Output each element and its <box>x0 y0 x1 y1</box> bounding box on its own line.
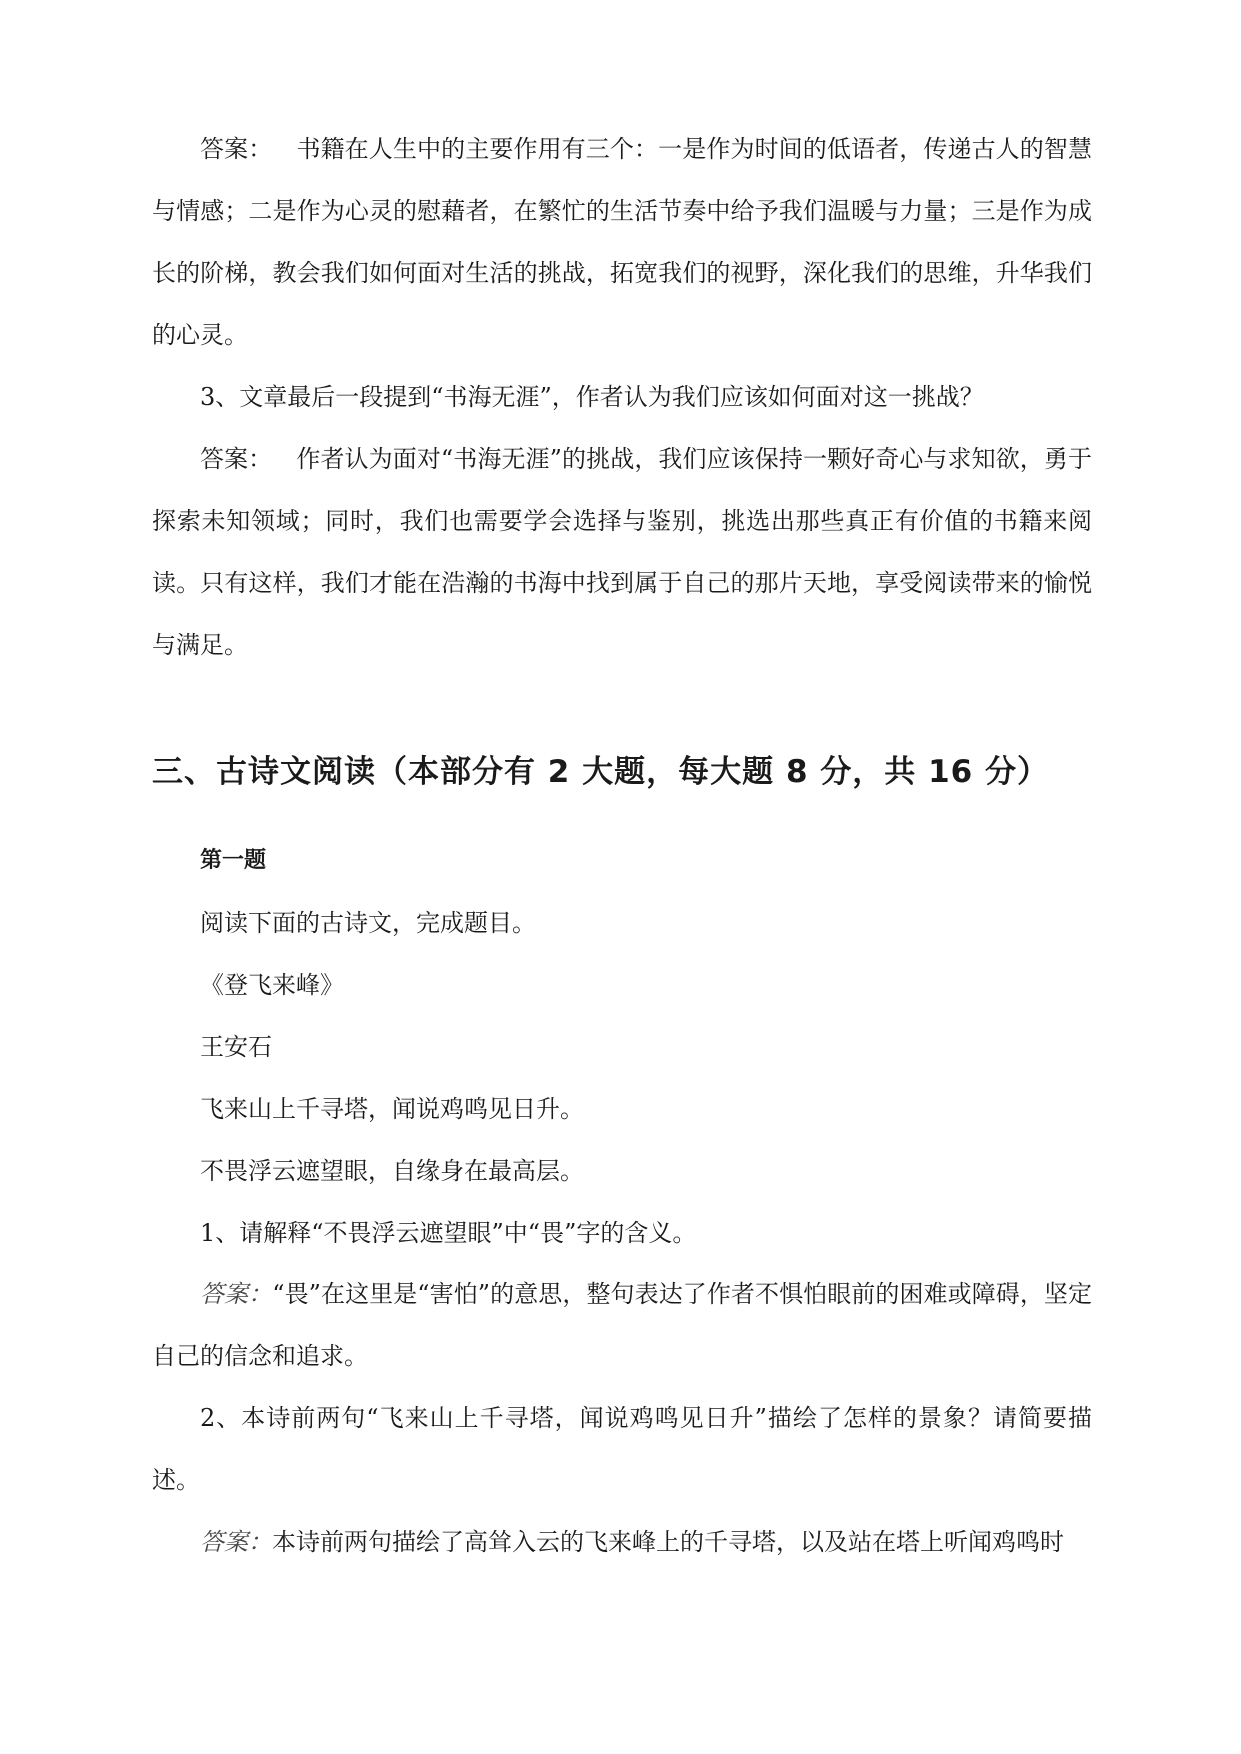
answer-label: 答案： <box>200 1280 273 1308</box>
section-heading: 三、古诗文阅读（本部分有 2 大题，每大题 8 分，共 16 分） <box>152 754 1050 790</box>
poem-author: 王安石 <box>200 1033 272 1061</box>
answer-text: 本诗前两句描绘了高耸入云的飞来峰上的千寻塔，以及站在塔上听闻鸡鸣时 <box>272 1528 1064 1556</box>
answer-label: 答案： <box>200 445 273 473</box>
answer-q2 <box>152 1511 1092 1573</box>
answer-q1 <box>152 1263 1092 1387</box>
poem-line-2: 不畏浮云遮望眼，自缘身在最高层。 <box>200 1157 584 1185</box>
answer-paragraph-3 <box>152 428 1092 676</box>
poem-line-1: 飞来山上千寻塔，闻说鸡鸣见日升。 <box>200 1095 584 1123</box>
answer-text: 书籍在人生中的主要作用有三个：一是作为时间的低语者，传递古人的智慧与情感；二是作为心灵的慰藉者，在繁忙的生活节奏中给予我们温暖与力量；三是作为成长的阶梯，教会我们如何面对生活的挑战，拓宽我们的视野，深化我们的思维，升华我们的心灵。 <box>152 135 1093 349</box>
instruction: 阅读下面的古诗文，完成题目。 <box>200 909 536 937</box>
answer-text: “畏”在这里是“害怕”的意思，整句表达了作者不惧怕眼前的困难或障碍，坚定自己的信念和追求。 <box>152 1280 1093 1370</box>
subheading: 第一题 <box>200 848 267 873</box>
answer-text: 作者认为面对“书海无涯”的挑战，我们应该保持一颗好奇心与求知欲，勇于探索未知领域；同时，我们也需要学会选择与鉴别，挑选出那些真正有价值的书籍来阅读。只有这样，我们才能在浩瀚的书海中找到属于自己的那片天地，享受阅读带来的愉悦与满足。 <box>152 445 1092 659</box>
answer-label: 答案： <box>200 1528 272 1556</box>
question-3: 3、文章最后一段提到“书海无涯”，作者认为我们应该如何面对这一挑战？ <box>200 383 984 411</box>
question-2: 2、本诗前两句“飞来山上千寻塔，闻说鸡鸣见日升”描绘了怎样的景象？请简要描述。 <box>152 1404 1092 1494</box>
question-1: 1、请解释“不畏浮云遮望眼”中“畏”字的含义。 <box>200 1219 697 1247</box>
answer-paragraph-2 <box>152 118 1092 366</box>
poem-title: 《登飞来峰》 <box>200 971 344 999</box>
answer-label: 答案： <box>200 135 273 163</box>
